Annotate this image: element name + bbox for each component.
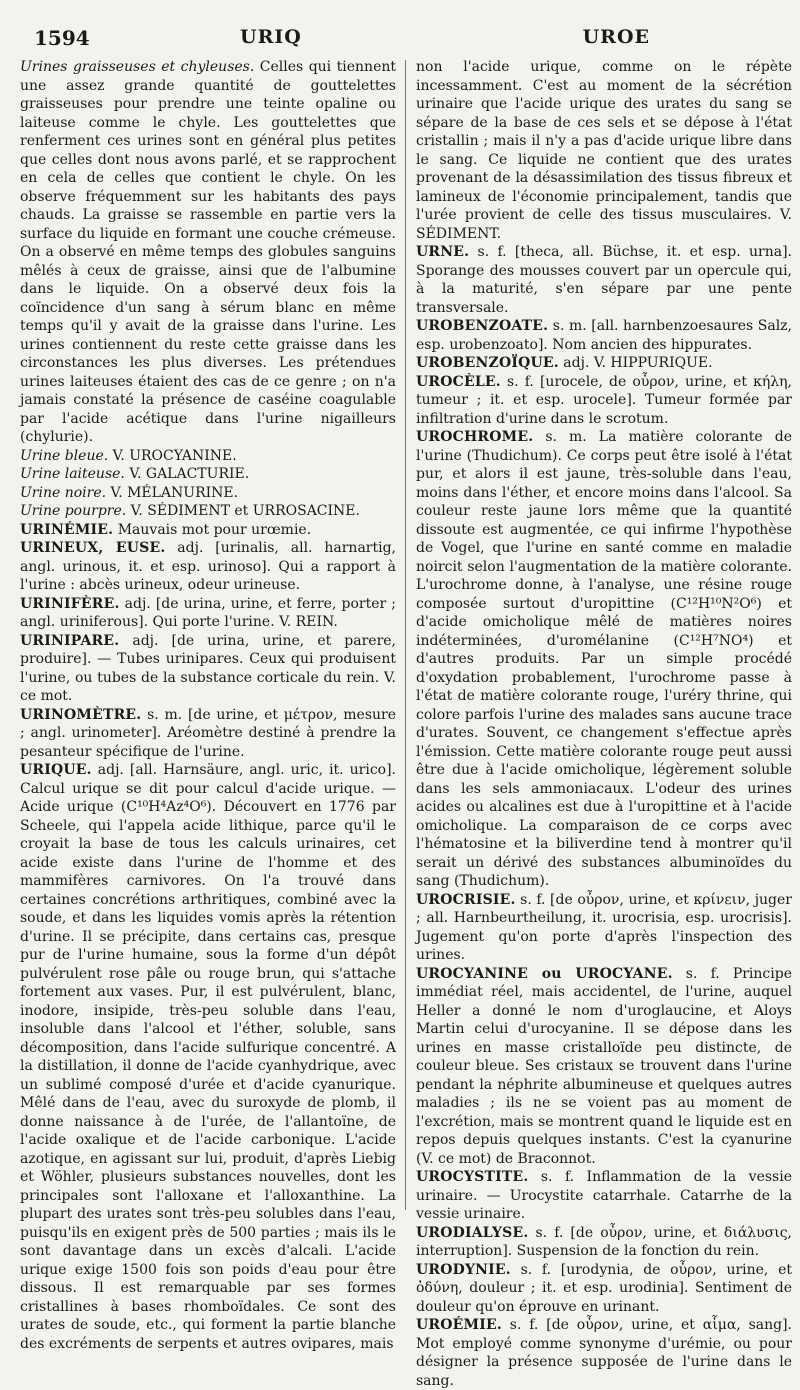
entry-text: s. f. [de οὖρον, urine, et κρίνειν, juger ; all. Harnbeurtheilung, it. urocrisia, esp. urocrisis]. Jugement qu'on porte d'après l'inspection des urines. xyxy=(416,891,792,963)
right-running-head: UROE xyxy=(582,26,650,48)
entry-headword: UROCYSTITE. xyxy=(416,1169,529,1185)
entry-headword: UROBENZOATE. xyxy=(416,318,549,334)
entry-text: Mauvais mot pour urœmie. xyxy=(113,521,312,538)
entry-headword: URINIFÈRE. xyxy=(20,595,120,612)
entry-text: s. f. [urocele, de οὖρον, urine, et κήλη, tumeur ; it. et esp. urocele]. Tumeur formée par infiltration d'urine dans le scrotum. xyxy=(416,373,792,427)
entry-text: s. f. [theca, all. Büchse, it. et esp. urna]. Sporange des mousses couvert par un opercule qui, à la maturité, s'en sépare par une pente transversale. xyxy=(416,244,792,316)
dictionary-entry xyxy=(20,632,396,706)
entry-headword: UROCRISIE. xyxy=(416,891,516,908)
entry-headword: UROÉMIE. xyxy=(416,1317,502,1333)
column-divider xyxy=(405,60,406,1210)
dictionary-entry xyxy=(416,1261,792,1317)
entry-text: V. MÉLANURINE. xyxy=(106,484,239,501)
cross-reference xyxy=(20,502,396,521)
entry-headword: UROCÈLE. xyxy=(416,373,501,390)
dictionary-entry xyxy=(20,521,396,540)
left-running-head: URIQ xyxy=(240,26,302,48)
italic-lead: Urine pourpre. xyxy=(20,503,127,519)
italic-lead: Urine bleue. xyxy=(20,447,109,464)
dictionary-entry xyxy=(416,891,792,965)
entry-text: s. m. La matière colorante de l'urine (Thudichum). Ce corps peut être isolé à l'état pur, et alors il est jaune, très-soluble dans l'eau, moins dans l'éther, et encore moins dans l'alcool. Sa couleur reste jaune lors même que la quantité dissoute est augmentée, ce qui infirme l'hypothèse de Vogel, que l'urine en santé comme en maladie noircit selon l'augmentation de la matière colorante. L'urochrome donne, à l'analyse, une résine rouge composée surtout d'uropittine (C¹²H¹⁰N²O⁶) et d'acide omicholique mêlé de matières noires indéterminées, d'uromélanine (C¹²H⁷NO⁴) et d'autres produits. Par un simple procédé d'oxydation probablement, l'urochrome passe à l'état de matière colorante rouge, l'uréry thrine, qui colore parfois l'urine des malades sans aucune trace d'urates. Souvent, ce changement s'effectue après l'émission. Cette matière colorante rouge peut aussi être due à l'acide omicholique, légèrement soluble dans les sels ammoniacaux. L'odeur des urines acides ou alcalines est due à l'uropittine et à l'acide omicholique. La comparaison de ce corps avec l'hématosine et la biliverdine tend à montrer qu'il serait un dérivé des substances albuminoïdes du sang (Thudichum). xyxy=(416,429,792,889)
dictionary-entry xyxy=(20,595,396,632)
paragraph xyxy=(416,58,792,243)
entry-headword: URINIPARE. xyxy=(20,632,120,649)
dictionary-entry xyxy=(416,243,792,317)
dictionary-entry xyxy=(416,965,792,1169)
dictionary-entry xyxy=(416,1168,792,1224)
dictionary-entry xyxy=(20,761,396,1353)
entry-text: s. f. [de οὖρον, urine, et αἷμα, sang]. Mot employé comme synonyme d'urémie, ou pour désigner la présence supposée de l'urine dans le sang. xyxy=(416,1317,792,1389)
entry-headword: UROCHROME. xyxy=(416,429,534,445)
entry-text: adj. V. HIPPURIQUE. xyxy=(558,355,713,371)
entry-headword: UROCYANINE ou UROCYANE. xyxy=(416,965,673,982)
entry-text: Celles qui tiennent une assez grande quantité de gouttelettes graisseuses pour prendre une teinte opaline ou laiteuse comme le chyle. Les gouttelettes que renferment ces urines sont en général plus petites que celles dont nous avons parlé, et se rapprochent en cela de celles que contient le chyle. On les observe fréquemment sur les habitants des pays chauds. La graisse se rassemble en partie vers la surface du liquide en formant une couche crémeuse. On a observé en même temps des globules sanguins mêlés à ceux de graisse, ainsi que de l'albumine dans le liquide. On a observé deux fois la coïncidence d'un sang à sérum blanc en même temps qu'il y avait de la graisse dans l'urine. Les urines contiennent du reste cette graisse dans les circonstances les plus diverses. Les prétendues urines laiteuses étaient des cas de ce genre ; on n'a jamais constaté la présence de caséine coagulable par l'acide acétique dans l'urine nigailleurs (chylurie). xyxy=(20,59,397,445)
paragraph xyxy=(20,58,396,447)
italic-lead: Urine laiteuse. xyxy=(20,466,125,482)
dictionary-entry xyxy=(416,317,792,354)
entry-headword: URNE. xyxy=(416,244,470,260)
dictionary-entry xyxy=(416,428,792,891)
cross-reference xyxy=(20,447,396,466)
dictionary-entry xyxy=(20,706,396,762)
entry-text: adj. [all. Harnsäure, angl. uric, it. urico]. Calcul urique se dit pour calcul d'acide urique. — Acide urique (C¹⁰H⁴Az⁴O⁶). Découvert en 1776 par Scheele, qui l'appela acide lithique, parce qu'il le croyait la base de tous les calculs urinaires, cet acide existe dans l'urine de l'homme et des mammifères carnivores. On l'a trouvé dans certaines concrétions arthritiques, combiné avec la soude, et dans les liquides vomis après la rétention d'urine. Il se précipite, dans certains cas, presque pur de l'urine humaine, sous la forme d'un dépôt pulvérulent rose pâle ou rouge brun, qui s'attache fortement aux vases. Pur, il est pulvérulent, blanc, inodore, insipide, très-peu soluble dans l'eau, insoluble dans l'alcool et l'éther, soluble, sans décomposition, dans l'acide sulfurique concentré. A la distillation, il donne de l'acide cyanhydrique, avec un sublimé composé d'urée et d'acide cyanurique. Mêlé dans de l'eau, avec du suroxyde de plomb, il donne naissance à de l'urée, de l'allantoïne, de l'acide oxalique et de l'acide carbonique. L'acide azotique, en agissant sur lui, produit, d'après Liebig et Wöhler, plusieurs substances nouvelles, dont les principales sont l'alloxane et l'alloxanthine. La plupart des urates sont très-peu solubles dans l'eau, puisqu'ils en exigent près de 500 parties ; mais ils le sont davantage dans un excès d'alcali. L'acide urique exige 1500 fois son poids d'eau pour être dissous. Il est remarquable par ses formes cristallines à bases rhomboïdales. Ce sont des urates de soude, etc., qui forment la partie blanche des excréments de serpents et autres ovipares, mais xyxy=(20,762,396,1352)
entry-text: non l'acide urique, comme on le répète incessamment. C'est au moment de la sécrétion urinaire que l'acide urique des urates du sang se sépare de la base de ces sels et se dépose à l'état cristallin ; mais il n'y a pas d'acide urique libre dans le sang. Ce liquide ne contient que des urates provenant de la désassimilation des tissus fibreux et lamineux de l'économie principalement, tandis que l'urée provient de celle des tissus musculaires. V. SÉDIMENT. xyxy=(416,59,792,242)
entry-text: adj. [de urina, urine, et ferre, porter ; angl. uriniferous]. Qui porte l'urine. V. REIN. xyxy=(20,595,396,630)
entry-text: V. SÉDIMENT et URROSACINE. xyxy=(126,503,360,519)
right-column xyxy=(416,58,792,1389)
entry-text: s. f. [de οὖρον, urine, et διάλυσις, interruption]. Suspension de la fonction du rein. xyxy=(416,1224,792,1259)
entry-text: s. f. Principe immédiat réel, mais accidentel, de l'urine, auquel Heller a donné le nom d'uroglaucine, et Aloys Martin celui d'urocyanine. Il se dépose dans les urines en masse cristalloïde peu distincte, de couleur bleue. Ses cristaux se trouvent dans l'urine pendant la néphrite albumineuse et quelques autres maladies ; ils ne se voient pas au moment de l'excrétion, mais se montrent quand le liquide est en repos depuis quelques instants. C'est la cyanurine (V. ce mot) de Braconnot. xyxy=(416,965,792,1167)
entry-headword: UROBENZOÏQUE. xyxy=(416,355,559,371)
entry-headword: URODYNIE. xyxy=(416,1261,511,1278)
entry-headword: URIQUE. xyxy=(20,762,92,778)
entry-text: s. m. [de urine, et μέτρον, mesure ; angl. urinometer]. Aréomètre destiné à prendre la pesanteur spécifique de l'urine. xyxy=(20,706,396,760)
entry-text: adj. [urinalis, all. harnartig, angl. urinous, it. et esp. urinoso]. Qui a rapport à l'urine : abcès urineux, odeur urineuse. xyxy=(20,540,396,593)
entry-headword: URINÉMIE. xyxy=(20,521,114,538)
entry-text: adj. [de urina, urine, et parere, produire]. — Tubes urinipares. Ceux qui produisent l'urine, ou tubes de la substance corticale du rein. V. ce mot. xyxy=(20,632,396,704)
italic-lead: Urines graisseuses et chyleuses. xyxy=(20,59,255,75)
left-column xyxy=(20,58,397,1352)
entry-text: s. f. Inflammation de la vessie urinaire. — Urocystite catarrhale. Catarrhe de la vessie urinaire. xyxy=(416,1169,792,1222)
dictionary-entry xyxy=(416,354,792,373)
dictionary-entry xyxy=(416,1224,792,1261)
entry-headword: URINEUX, EUSE. xyxy=(20,540,166,556)
entry-headword: URINOMÈTRE. xyxy=(20,706,142,723)
dictionary-entry xyxy=(416,373,792,429)
entry-text: s. f. [urodynia, de οὖρον, urine, et ὀδύνη, douleur ; it. et esp. urodinia]. Sentiment de douleur qu'on éprouve en urinant. xyxy=(416,1261,792,1315)
page-header xyxy=(30,26,770,56)
entry-text: V. GALACTURIE. xyxy=(124,466,250,482)
entry-text: s. m. [all. harnbenzoesaures Salz, esp. urobenzoato]. Nom ancien des hippurates. xyxy=(416,318,792,353)
entry-headword: URODIALYSE. xyxy=(416,1224,529,1241)
italic-lead: Urine noire. xyxy=(20,484,107,501)
cross-reference xyxy=(20,465,396,484)
entry-text: V. UROCYANINE. xyxy=(108,447,237,464)
cross-reference xyxy=(20,484,396,503)
dictionary-entry xyxy=(20,539,396,595)
dictionary-entry xyxy=(416,1316,792,1390)
page-number: 1594 xyxy=(34,26,90,50)
